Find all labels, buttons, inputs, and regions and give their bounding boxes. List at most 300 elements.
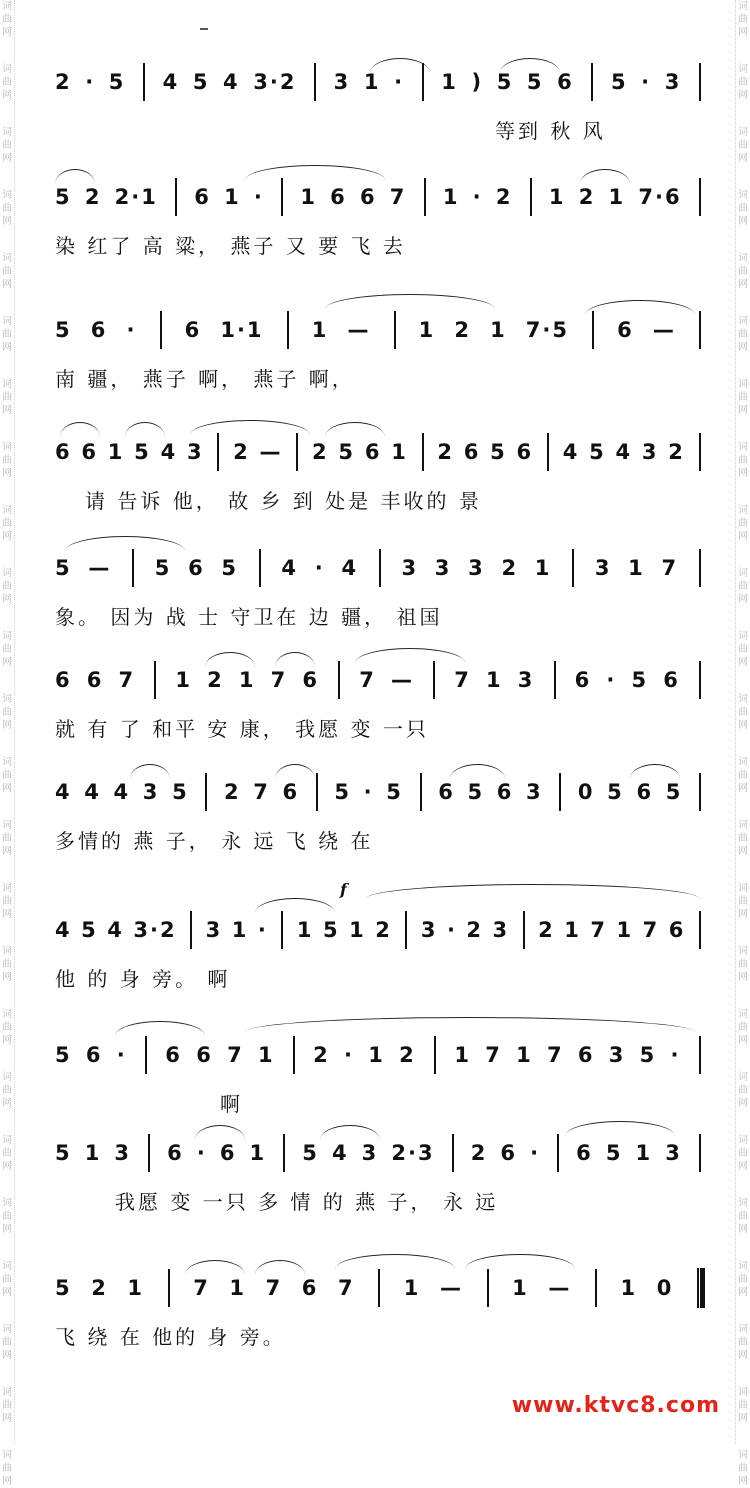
watermark-char: 曲 <box>738 770 748 781</box>
note-glyph: 5 <box>55 556 72 580</box>
note-glyph: 6 <box>165 1043 182 1067</box>
note-glyph: 7 <box>661 556 679 580</box>
note-glyph: 2·3 <box>391 1141 435 1165</box>
note-glyph: ) <box>471 70 484 94</box>
watermark-char: 曲 <box>2 266 12 277</box>
watermark-char: 曲 <box>738 77 748 88</box>
bar-line <box>217 433 219 471</box>
bar-line <box>572 549 574 587</box>
watermark-group <box>2 315 12 354</box>
bar-line <box>175 178 177 216</box>
watermark-char: 曲 <box>738 1085 748 1096</box>
note-glyph: 6 <box>55 668 72 692</box>
watermark-char: 曲 <box>2 770 12 781</box>
watermark-group <box>738 693 748 732</box>
watermark-group <box>2 189 12 228</box>
bar-line <box>281 911 283 949</box>
note-glyph: 5 <box>55 1276 72 1300</box>
watermark-group <box>2 567 12 606</box>
watermark-char: 曲 <box>738 644 748 655</box>
note-glyph: 5 <box>605 1141 623 1165</box>
note-glyph: 5 <box>610 70 628 94</box>
watermark-char: 曲 <box>2 329 12 340</box>
bar-line <box>283 1134 285 1172</box>
note-glyph: 6 <box>81 440 99 464</box>
slur <box>335 1254 455 1269</box>
watermark-char: 词 <box>738 442 748 453</box>
notes-row-5 <box>55 548 705 588</box>
bar-line <box>378 1269 380 1307</box>
watermark-char: 曲 <box>2 581 12 592</box>
watermark-char: 词 <box>738 127 748 138</box>
note-glyph: — <box>652 318 676 342</box>
note-glyph: 6 <box>167 1141 184 1165</box>
note-glyph: 6 <box>463 440 481 464</box>
note-glyph: 4 <box>55 780 72 804</box>
note-glyph: 1 <box>608 185 626 209</box>
note-glyph: 4 <box>341 556 359 580</box>
note-glyph: 6 <box>516 440 534 464</box>
score-system-4 <box>55 432 705 552</box>
note-glyph: 2 <box>207 668 224 692</box>
bar-line <box>160 311 162 349</box>
note-glyph: 2 <box>470 1141 488 1165</box>
watermark-char: 网 <box>738 27 748 38</box>
note-glyph: 1 <box>454 1043 471 1067</box>
watermark-group <box>738 1386 748 1425</box>
watermark-char: 曲 <box>738 581 748 592</box>
bar-line <box>559 773 561 811</box>
watermark-group <box>2 378 12 417</box>
note-glyph: 2 <box>313 1043 330 1067</box>
watermark-char: 网 <box>738 279 748 290</box>
watermark-char: 词 <box>2 379 12 390</box>
watermark-char: 网 <box>738 846 748 857</box>
notes-row-9 <box>55 1035 705 1075</box>
score-system-1 <box>55 62 705 182</box>
note-glyph: · <box>530 1141 541 1165</box>
bar-line <box>145 1036 147 1074</box>
note-glyph: · <box>257 918 268 942</box>
note-glyph: · <box>363 780 374 804</box>
note-glyph: 1 <box>257 1043 275 1067</box>
note-glyph: 6 <box>636 780 654 804</box>
watermark-char: 曲 <box>738 1463 748 1474</box>
watermark-char: 曲 <box>738 203 748 214</box>
watermark-char: 词 <box>2 1261 12 1272</box>
note-glyph: 5 <box>192 70 210 94</box>
note-glyph: 2 <box>454 318 471 342</box>
watermark-char: 词 <box>2 442 12 453</box>
watermark-group <box>2 1197 12 1236</box>
note-glyph: 1 <box>564 918 581 942</box>
watermark-group <box>738 1134 748 1173</box>
watermark-char: 网 <box>738 783 748 794</box>
note-glyph: 5 <box>55 1043 72 1067</box>
watermark-char: 网 <box>2 468 12 479</box>
bar-line <box>405 911 407 949</box>
watermark-group <box>738 189 748 228</box>
watermark-group <box>738 378 748 417</box>
note-glyph: 3 <box>665 1141 682 1165</box>
note-glyph: 0 <box>577 780 595 804</box>
watermark-char: 词 <box>738 1009 748 1020</box>
watermark-char: 网 <box>738 1287 748 1298</box>
watermark-char: 词 <box>738 505 748 516</box>
bar-line <box>699 1134 701 1172</box>
note-glyph: — <box>391 668 414 692</box>
watermark-char: 网 <box>2 90 12 101</box>
note-glyph: 1 <box>127 1276 145 1300</box>
watermark-char: 曲 <box>738 1400 748 1411</box>
note-glyph: 3 <box>517 668 535 692</box>
watermark-group <box>738 1449 748 1488</box>
watermark-char: 曲 <box>2 1022 12 1033</box>
watermark-group <box>2 1260 12 1299</box>
note-glyph: 1 <box>311 318 329 342</box>
note-glyph: 6 <box>302 668 319 692</box>
watermark-char: 网 <box>2 1035 12 1046</box>
note-glyph: 1 <box>84 1141 102 1165</box>
bar-line <box>557 1134 559 1172</box>
watermark-group <box>738 756 748 795</box>
note-glyph: 1 <box>296 918 314 942</box>
bar-line <box>699 911 701 949</box>
bar-line <box>296 433 298 471</box>
watermark-char: 词 <box>738 1261 748 1272</box>
note-glyph: 3 <box>205 918 223 942</box>
slur <box>255 898 335 913</box>
note-glyph: 6 <box>184 318 202 342</box>
note-glyph: 5 <box>172 780 189 804</box>
watermark-char: 网 <box>2 1413 12 1424</box>
note-glyph: 1 <box>249 1141 267 1165</box>
note-glyph: 6 <box>663 668 680 692</box>
watermark-char: 曲 <box>738 392 748 403</box>
watermark-char: 网 <box>2 657 12 668</box>
note-glyph: 1 <box>628 556 645 580</box>
note-glyph: 1 <box>620 1276 638 1300</box>
note-glyph: 1 <box>368 1043 385 1067</box>
watermark-char: 曲 <box>738 455 748 466</box>
note-glyph: 6 <box>194 185 211 209</box>
lyrics-row-5: 象。 因为 战 士 守卫在 边 疆， 祖国 <box>55 604 443 629</box>
watermark-char: 词 <box>2 1072 12 1083</box>
watermark-char: 词 <box>738 190 748 201</box>
watermark-char: 词 <box>738 1072 748 1083</box>
note-glyph: 3·2 <box>133 918 177 942</box>
note-glyph: 3 <box>434 556 452 580</box>
watermark-group <box>2 1323 12 1362</box>
slur <box>500 58 560 73</box>
note-glyph: 6 <box>282 780 300 804</box>
lyrics-row-11: 飞 绕 在 他的 身 旁。 <box>55 1324 286 1349</box>
bar-line <box>287 311 289 349</box>
watermark-char: 词 <box>738 253 748 264</box>
watermark-char: 曲 <box>2 518 12 529</box>
site-brand-link[interactable]: www.ktvc8.com <box>511 1393 720 1418</box>
note-glyph: 5 <box>81 918 98 942</box>
note-glyph: 1 <box>442 185 460 209</box>
notes-row-11 <box>55 1268 705 1308</box>
note-glyph: 2 <box>312 440 329 464</box>
watermark-char: 曲 <box>2 959 12 970</box>
watermark-char: 词 <box>2 694 12 705</box>
note-glyph: 2 <box>538 918 555 942</box>
note-glyph: 5 <box>55 318 72 342</box>
note-glyph: 6 <box>188 556 205 580</box>
watermark-group <box>738 252 748 291</box>
slur <box>465 1254 575 1269</box>
note-glyph: 4 <box>107 918 124 942</box>
note-glyph: 1 <box>486 668 503 692</box>
bar-line <box>422 433 424 471</box>
note-glyph: 7 <box>253 780 270 804</box>
note-glyph: 2 <box>375 918 392 942</box>
note-glyph: 1 <box>441 70 458 94</box>
note-glyph: · <box>394 70 405 94</box>
note-glyph: 1 <box>224 185 241 209</box>
note-glyph: 6 <box>496 780 514 804</box>
bar-line <box>699 63 701 101</box>
note-glyph: 2 <box>668 440 685 464</box>
watermark-group <box>738 882 748 921</box>
watermark-char: 网 <box>738 1224 748 1235</box>
note-glyph: 3 <box>664 70 682 94</box>
note-glyph: 4 <box>615 440 633 464</box>
watermark-char: 网 <box>738 909 748 920</box>
bar-line <box>699 311 701 349</box>
note-glyph: 2 <box>399 1043 416 1067</box>
watermark-char: 网 <box>738 1350 748 1361</box>
watermark-char: 网 <box>738 468 748 479</box>
notes-row-8 <box>55 910 705 950</box>
watermark-char: 网 <box>2 1476 12 1487</box>
watermark-char: 词 <box>738 1387 748 1398</box>
note-glyph: · <box>670 1043 681 1067</box>
note-glyph: 2 <box>578 185 596 209</box>
watermark-char: 词 <box>2 64 12 75</box>
watermark-char: 网 <box>738 1098 748 1109</box>
bar-line <box>259 549 261 587</box>
watermark-char: 网 <box>738 1161 748 1172</box>
watermark-char: 词 <box>2 946 12 957</box>
left-watermark-strip <box>0 0 15 1487</box>
note-glyph: · <box>85 70 96 94</box>
bar-line <box>314 63 316 101</box>
watermark-group <box>738 504 748 543</box>
note-glyph: — <box>548 1276 572 1300</box>
watermark-char: 词 <box>2 757 12 768</box>
note-glyph: 5 <box>338 440 356 464</box>
watermark-char: 词 <box>738 64 748 75</box>
watermark-char: 曲 <box>2 77 12 88</box>
note-glyph: — <box>259 440 283 464</box>
watermark-char: 网 <box>2 783 12 794</box>
watermark-char: 曲 <box>2 707 12 718</box>
score-top-tick <box>200 28 208 30</box>
bar-line <box>424 178 426 216</box>
bar-line <box>190 911 192 949</box>
note-glyph: 1 <box>349 918 366 942</box>
note-glyph: · <box>116 1043 127 1067</box>
bar-line <box>591 63 593 101</box>
bar-line <box>205 773 207 811</box>
watermark-char: 词 <box>2 568 12 579</box>
note-glyph: 5 <box>665 780 683 804</box>
note-glyph: 5 <box>154 556 172 580</box>
note-glyph: 1 <box>363 70 381 94</box>
score-system-8 <box>55 880 705 1030</box>
watermark-group <box>2 1071 12 1110</box>
watermark-char: 词 <box>2 1324 12 1335</box>
note-glyph: 6 <box>576 1141 593 1165</box>
note-glyph: 3 <box>401 556 419 580</box>
note-glyph: 7 <box>485 1043 502 1067</box>
note-glyph: 1 <box>107 440 125 464</box>
note-glyph: 5 <box>607 780 624 804</box>
note-glyph: 1 <box>300 185 317 209</box>
note-glyph: 6 <box>55 440 72 464</box>
watermark-group <box>2 756 12 795</box>
lyrics-row-10: 我愿 变 一只 多 情 的 燕 子， 永 远 <box>115 1189 499 1214</box>
score-system-3 <box>55 310 705 430</box>
note-glyph: 6 <box>359 185 377 209</box>
watermark-char: 网 <box>2 342 12 353</box>
note-glyph: 2 <box>501 556 519 580</box>
slur <box>185 1260 245 1275</box>
note-glyph: 1 <box>616 918 634 942</box>
note-glyph: 4 <box>223 70 240 94</box>
note-glyph: 3·2 <box>253 70 297 94</box>
watermark-group <box>2 1008 12 1047</box>
note-glyph: 1 <box>238 668 256 692</box>
bar-line <box>530 178 532 216</box>
watermark-char: 网 <box>2 720 12 731</box>
bar-line <box>487 1269 489 1307</box>
note-glyph: 2 <box>466 918 484 942</box>
watermark-char: 曲 <box>738 707 748 718</box>
forte-dynamic-mark: f <box>340 880 347 899</box>
note-glyph: 5 <box>55 185 72 209</box>
note-glyph: 2 <box>55 70 72 94</box>
watermark-char: 网 <box>2 1350 12 1361</box>
watermark-char: 曲 <box>2 140 12 151</box>
bar-line <box>699 773 701 811</box>
bar-line <box>523 911 525 949</box>
watermark-char: 词 <box>2 1135 12 1146</box>
note-glyph: 2·1 <box>114 185 158 209</box>
watermark-char: 网 <box>738 90 748 101</box>
note-glyph: 3 <box>420 918 438 942</box>
watermark-char: 词 <box>738 1 748 12</box>
watermark-char: 网 <box>738 1035 748 1046</box>
note-glyph: 7 <box>227 1043 244 1067</box>
watermark-char: 词 <box>2 1009 12 1020</box>
watermark-char: 曲 <box>738 1211 748 1222</box>
watermark-char: 网 <box>738 531 748 542</box>
watermark-char: 曲 <box>738 833 748 844</box>
bar-line <box>452 1134 454 1172</box>
watermark-group <box>738 819 748 858</box>
watermark-char: 曲 <box>2 896 12 907</box>
watermark-group <box>2 504 12 543</box>
watermark-char: 曲 <box>2 455 12 466</box>
note-glyph: — <box>88 556 112 580</box>
note-glyph: 2 <box>233 440 250 464</box>
slur <box>585 300 695 315</box>
lyrics-row-8: 他 的 身 旁。 啊 <box>55 966 231 991</box>
note-glyph: 1 <box>418 318 436 342</box>
note-glyph: 2 <box>495 185 513 209</box>
watermark-char: 网 <box>738 594 748 605</box>
note-glyph: 1 <box>534 556 552 580</box>
watermark-char: 词 <box>738 316 748 327</box>
note-glyph: 4 <box>160 440 178 464</box>
watermark-group <box>738 441 748 480</box>
watermark-char: 词 <box>738 631 748 642</box>
watermark-char: 曲 <box>2 1085 12 1096</box>
note-glyph: 2 <box>437 440 454 464</box>
bar-line <box>281 178 283 216</box>
watermark-char: 曲 <box>2 1211 12 1222</box>
note-glyph: 7 <box>118 668 136 692</box>
note-glyph: 5 <box>490 440 507 464</box>
note-glyph: 3 <box>492 918 510 942</box>
watermark-char: 词 <box>2 1387 12 1398</box>
note-glyph: 1 <box>512 1276 529 1300</box>
watermark-group <box>738 1008 748 1047</box>
notes-row-6 <box>55 660 705 700</box>
final-bar-line <box>697 1268 705 1308</box>
bar-line <box>394 311 396 349</box>
note-glyph: 3 <box>333 70 351 94</box>
note-glyph: 7 <box>546 1043 564 1067</box>
note-glyph: 6 <box>557 70 574 94</box>
note-glyph: 4 <box>562 440 580 464</box>
note-glyph: 7 <box>642 918 660 942</box>
note-glyph: 5 <box>386 780 403 804</box>
note-glyph: · <box>641 70 652 94</box>
watermark-group <box>2 441 12 480</box>
bar-line <box>338 661 340 699</box>
note-glyph: 7·6 <box>638 185 682 209</box>
watermark-char: 网 <box>738 1476 748 1487</box>
watermark-char: 曲 <box>2 392 12 403</box>
watermark-char: 网 <box>2 1224 12 1235</box>
note-glyph: 3 <box>641 440 659 464</box>
watermark-char: 曲 <box>2 644 12 655</box>
lyrics-row-2: 染 红了 高 粱， 燕子 又 要 飞 去 <box>55 233 406 258</box>
note-glyph: 4 <box>331 1141 349 1165</box>
slur <box>255 1260 305 1275</box>
watermark-group <box>2 126 12 165</box>
watermark-group <box>2 0 12 39</box>
note-glyph: 6 <box>86 668 104 692</box>
watermark-group <box>738 315 748 354</box>
note-glyph: 7 <box>270 668 288 692</box>
note-glyph: · <box>446 918 457 942</box>
watermark-char: 词 <box>2 253 12 264</box>
watermark-char: 曲 <box>738 1148 748 1159</box>
note-glyph: · <box>196 1141 207 1165</box>
note-glyph: 5 <box>496 70 514 94</box>
watermark-char: 词 <box>2 1450 12 1461</box>
bar-line <box>547 433 549 471</box>
bar-line <box>699 549 701 587</box>
note-glyph: 5 <box>302 1141 319 1165</box>
watermark-char: 曲 <box>738 329 748 340</box>
